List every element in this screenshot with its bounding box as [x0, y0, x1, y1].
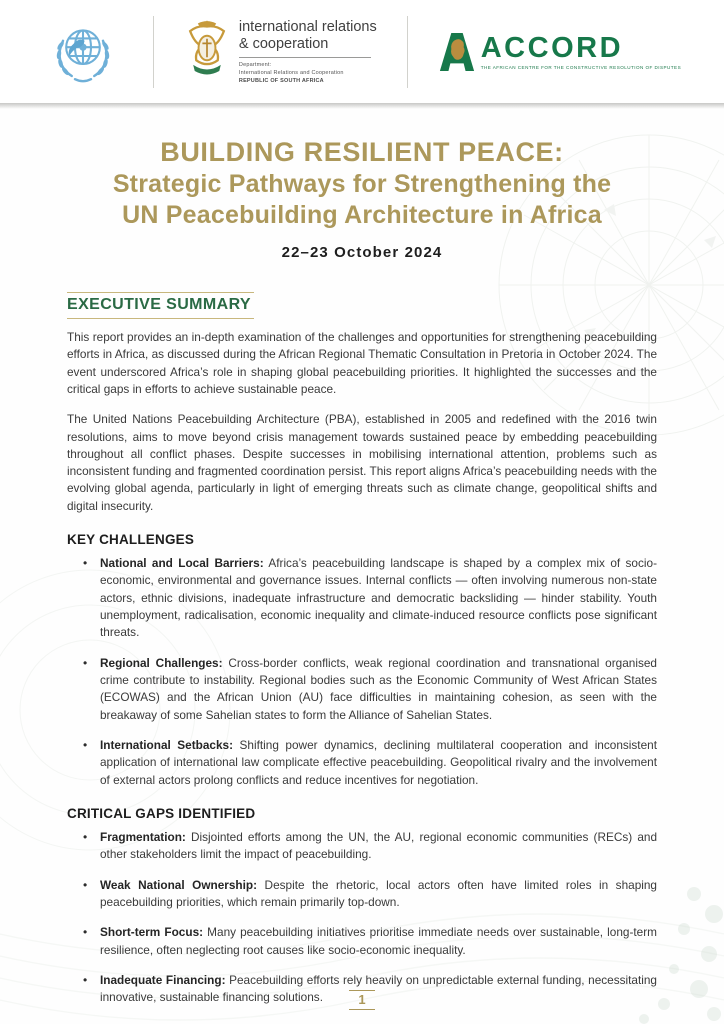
list-item	[67, 555, 657, 642]
key-challenges-list	[67, 555, 657, 789]
list-item	[67, 737, 657, 789]
accord-logo	[438, 31, 681, 73]
bullet-marker: •	[83, 925, 88, 940]
critical-gaps-list	[67, 829, 657, 1007]
report-title-line2: Strategic Pathways for Strengthening the	[112, 169, 612, 198]
executive-summary-heading: EXECUTIVE SUMMARY	[67, 292, 254, 319]
bullet-lead: Weak National Ownership:	[100, 877, 258, 892]
dirco-country: REPUBLIC OF SOUTH AFRICA	[238, 78, 324, 85]
bullet-marker: •	[83, 556, 88, 571]
bullet-marker: •	[83, 655, 88, 670]
header-shadow-divider	[0, 103, 724, 110]
title-block	[67, 137, 657, 261]
accord-text-block	[480, 31, 682, 70]
key-challenges-heading: KEY CHALLENGES	[67, 532, 195, 548]
executive-summary-paragraph: The United Nations Peacebuilding Architecture (PBA), established in 2005 and redefined with the 2016 twin resolutions, aims to move beyond crisis management towards sustained peace by embedding peacebuilding throughout all conflict phases. Despite successes in mobilising international attention, problems such as inconsistent funding and fragmented coordination persist. This report aligns Africa’s peacebuilding needs with the evolving global agenda, particularly in light of emerging threats such as climate change, geopolitical shifts and digital insecurity.	[67, 412, 657, 513]
bullet-text: Despite the rhetoric, local actors often have limited roles in shaping peacebuilding priorities, which remain primarily top-down.	[100, 877, 657, 910]
critical-gaps-heading: CRITICAL GAPS IDENTIFIED	[67, 806, 256, 822]
dirco-logo	[184, 17, 377, 85]
event-date: 22–23 October 2024	[281, 243, 443, 261]
united-nations-emblem-icon	[43, 12, 123, 92]
accord-a-icon	[438, 31, 476, 73]
page-number: 1	[349, 990, 374, 1010]
header-divider	[153, 16, 154, 88]
bullet-text: Africa’s peacebuilding landscape is shaped by a complex mix of socio-economic, environmental and governance issues. Internal conflicts — often involving numerous non-state actors, ethnic divisions, inadequate infrastructure and democratic backsliding — hinder stability. Youth unemployment, radicalisation, economic inequality and climate-induced resource conflicts pose significant threats.	[100, 556, 657, 640]
header-divider	[407, 16, 408, 88]
sa-coat-of-arms-icon	[184, 17, 230, 79]
bullet-lead: Regional Challenges:	[100, 655, 223, 670]
report-content	[0, 137, 724, 1007]
dirco-line2: & cooperation	[238, 36, 329, 53]
bullet-marker: •	[83, 973, 88, 988]
list-item	[67, 829, 657, 864]
bullet-marker: •	[83, 738, 88, 753]
bullet-lead: International Setbacks:	[100, 738, 234, 753]
list-item	[67, 877, 657, 912]
dirco-line1: international relations	[238, 19, 377, 36]
accord-wordmark: ACCORD	[480, 31, 624, 64]
bullet-marker: •	[83, 877, 88, 892]
page-footer	[0, 990, 724, 1010]
bullet-marker: •	[83, 830, 88, 845]
list-item	[67, 655, 657, 724]
bullet-lead: Fragmentation:	[100, 830, 186, 845]
bullet-text: Many peacebuilding initiatives prioritise immediate needs over sustainable, long-term resilience, often neglecting root causes like socio-economic inequality.	[100, 925, 658, 957]
dirco-dept-label: Department:	[238, 61, 272, 68]
list-item	[67, 924, 657, 959]
dirco-text-block	[239, 17, 377, 85]
dirco-rule	[239, 57, 371, 58]
executive-summary-paragraph: This report provides an in-depth examination of the challenges and opportunities for strengthening peacebuilding efforts in Africa, as discussed during the African Regional Thematic Consultation in Pretoria in October 2024. The event underscored Africa’s role in shaping global peacebuilding priorities. It highlighted the successes and the critical gaps in efforts to achieve sustainable peace.	[67, 329, 657, 396]
report-title-line1: BUILDING RESILIENT PEACE:	[160, 137, 564, 167]
bullet-lead: Inadequate Financing:	[100, 973, 226, 988]
accord-tagline: THE AFRICAN CENTRE FOR THE CONSTRUCTIVE RESOLUTION OF DISPUTES	[480, 64, 682, 70]
report-title-line3: UN Peacebuilding Architecture in Africa	[122, 200, 602, 229]
bullet-text: Peacebuilding efforts rely heavily on unpredictable external funding, necessitating innovative, sustainable financing solutions.	[100, 973, 657, 1005]
bullet-text: Cross-border conflicts, weak regional coordination and transnational organised crime contribute to instability. Regional bodies such as the Economic Community of West African States (ECOWAS) and the African Union (AU) face difficulties in maintaining cohesion, as seen with the breakaway of some Sahelian states to form the Alliance of Sahelian States.	[100, 655, 657, 722]
bullet-lead: National and Local Barriers:	[100, 556, 264, 571]
bullet-text: Shifting power dynamics, declining multilateral cooperation and inconsistent application of international law complicate effective peacebuilding. Geopolitical rivalry and the involvement of external actors prolong conflicts and reduce incentives for negotiation.	[100, 738, 657, 787]
dirco-dept-name: International Relations and Cooperation	[238, 70, 344, 77]
bullet-lead: Short-term Focus:	[100, 925, 204, 940]
header-logo-bar	[0, 0, 724, 103]
bullet-text: Disjointed efforts among the UN, the AU, regional economic communities (RECs) and other stakeholders limit the impact of peacebuilding.	[100, 830, 657, 862]
